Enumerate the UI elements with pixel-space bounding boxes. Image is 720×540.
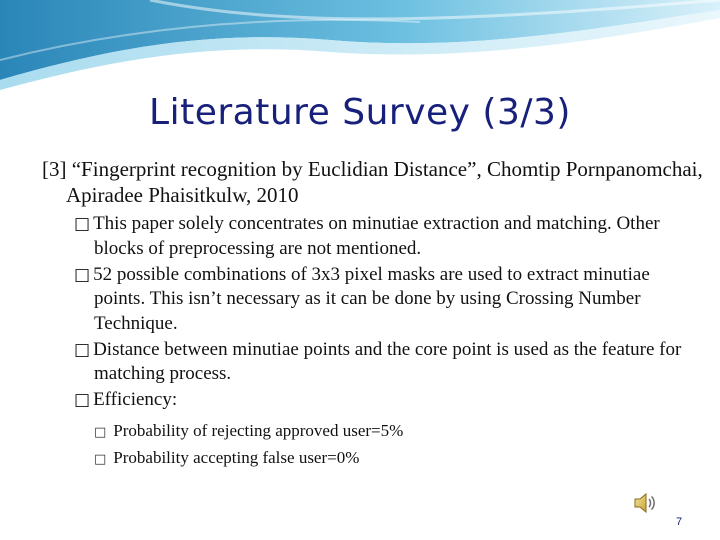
bullet-box-icon: □	[74, 390, 91, 410]
bullet-item	[74, 338, 694, 387]
bullet-item	[74, 388, 694, 413]
reference-citation: [3] “Fingerprint recognition by Euclidian Distance”, Chomtip Pornpanomchai, Apiradee Phaisitkulw, 2010	[42, 157, 703, 207]
bullet-item	[74, 212, 694, 261]
bullet-box-icon: □	[94, 451, 107, 467]
bullet-text: Efficiency:	[93, 389, 178, 410]
bullet-box-icon: □	[94, 424, 107, 440]
sub-bullet-item	[94, 418, 694, 445]
sub-bullet-item	[94, 445, 694, 472]
bullet-list	[74, 212, 694, 472]
bullet-box-icon: □	[74, 264, 91, 285]
speaker-icon[interactable]	[632, 490, 658, 516]
sub-bullet-text: Probability accepting false user=0%	[113, 447, 360, 467]
sub-bullet-text: Probability of rejecting approved user=5%	[113, 420, 404, 440]
header-wave-decoration	[0, 0, 720, 90]
bullet-box-icon: □	[74, 339, 91, 360]
sub-bullet-list	[94, 418, 694, 472]
bullet-text: This paper solely concentrates on minutiae extraction and matching. Other blocks of preprocessing are not mentioned.	[93, 213, 660, 259]
bullet-item	[74, 263, 694, 337]
slide-title: Literature Survey (3/3)	[149, 92, 571, 133]
bullet-text: Distance between minutiae points and the core point is used as the feature for matching process.	[93, 338, 682, 384]
page-number: 7	[676, 516, 683, 528]
bullet-box-icon: □	[74, 214, 91, 234]
bullet-text: 52 possible combinations of 3x3 pixel masks are used to extract minutiae points. This isn’t necessary as it can be done by using Crossing Number Technique.	[93, 263, 650, 334]
